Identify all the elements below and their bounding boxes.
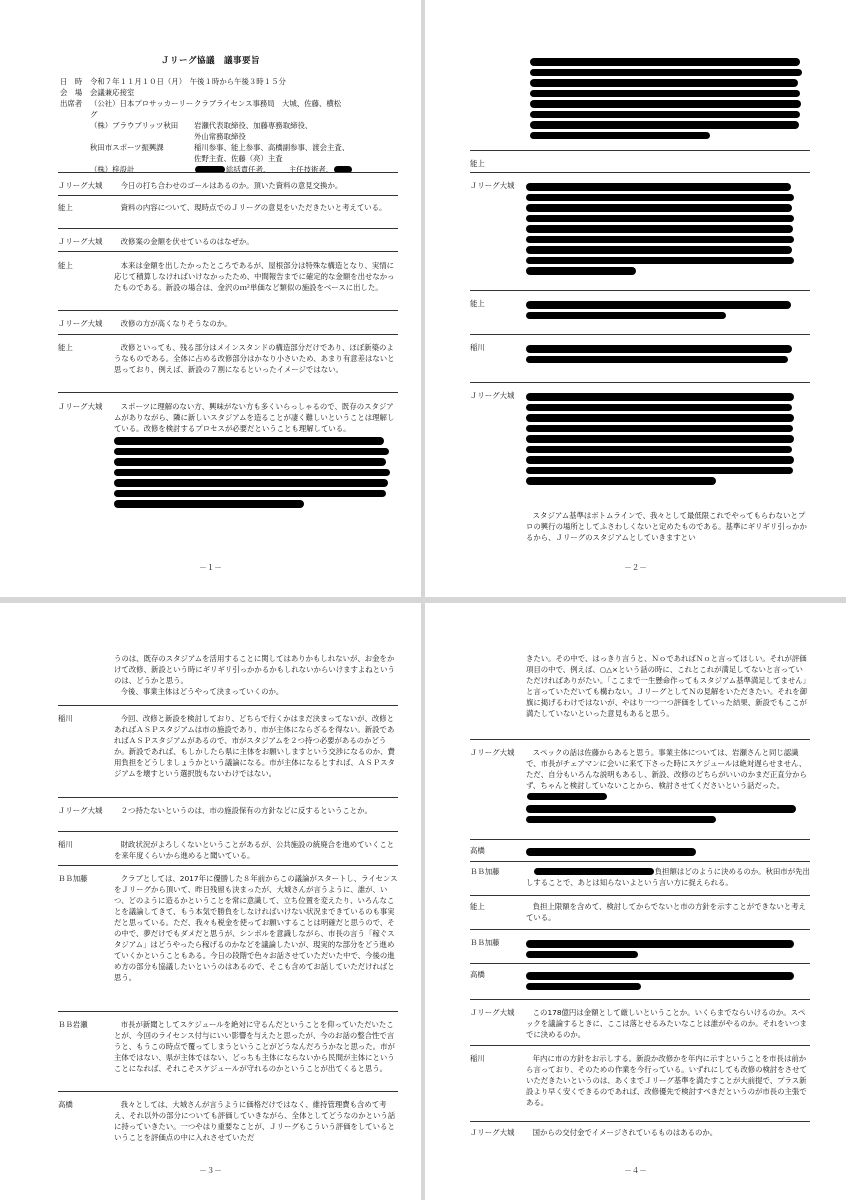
- divider: [58, 865, 398, 866]
- redaction: [530, 79, 798, 87]
- redaction: [526, 951, 638, 959]
- statement: [58, 260, 398, 293]
- statement: [58, 805, 398, 816]
- speaker-label: 高橋: [58, 1100, 73, 1109]
- redaction: [114, 490, 386, 498]
- divider: [470, 929, 810, 930]
- statement-text: 市長が新聞としてスケジュールを絶対に守るんだということを仰っていただいたことが、今回のライセンス付与にいい影響を与えたと思ったが、今のお話の整合性で言うと、もうこの時点で覆ってしまうということがどうなんだろうかなと思った。市が主体ではない、県が主体ではない、どっちも主体にならないから民間が主体にということになれば、それこそスケジュールが守れるのかということが出てくると思う。: [114, 1020, 395, 1073]
- statement-text: 本来は金額を出したかったところであるが、屋根部分は特殊な構造となり、実情に応じて積算しなければいけなかったため、中間報告までに確定的な金額を出せなかったものである。新設の場合は、金沢のｍ²単価など類似の施設をベースに出した。: [114, 261, 395, 292]
- redaction: [526, 435, 794, 443]
- redacted-section: [530, 55, 802, 142]
- statement: [470, 1127, 810, 1138]
- page-title: Ｊリーグ協議 議事要旨: [160, 56, 260, 66]
- divider: [470, 1045, 810, 1046]
- statement: [470, 342, 810, 366]
- divider: [58, 251, 398, 252]
- redaction: [530, 121, 799, 129]
- divider: [470, 334, 810, 335]
- statement-text: うのは、既存のスタジアムを活用することに関してはありかもしれないが、お金をかけて改修、新設という時にギリギリ引っかかるかもしれないからいけますよねというのは、どうかと思う。: [114, 654, 395, 685]
- statement: [58, 401, 398, 511]
- divider: [470, 839, 810, 840]
- redaction: [530, 58, 800, 66]
- statement: [470, 901, 810, 923]
- redaction: [527, 793, 607, 800]
- statement: [470, 158, 810, 169]
- speaker-label: 能上: [58, 261, 73, 270]
- redaction: [526, 215, 794, 223]
- date-row: [60, 76, 400, 87]
- redaction: [526, 805, 796, 813]
- redacted-section: [526, 805, 810, 823]
- statement: [58, 839, 398, 861]
- statement-text: この178億円は金額として厳しいということか。いくらまでならいけるのか。スペックを議論するときに、ここは落とせるみたいなことは誰がやるのか。それをいつまでに決めるのか。: [526, 1008, 807, 1039]
- speaker-label: Ｊリーグ大城: [470, 748, 515, 757]
- redacted-section: [526, 180, 810, 278]
- divider: [58, 310, 398, 311]
- statement: [58, 713, 398, 779]
- speaker-label: 能上: [470, 159, 485, 168]
- venue-label: 会 場: [60, 88, 83, 97]
- redacted-section: [526, 969, 810, 993]
- speaker-label: 能上: [58, 203, 73, 212]
- page-number: －４－: [624, 1166, 647, 1175]
- speaker-label: Ｊリーグ大城: [470, 1008, 515, 1017]
- redaction: [530, 111, 800, 119]
- statement-continuation: [470, 653, 810, 719]
- redaction: [526, 246, 792, 254]
- statement: [470, 969, 810, 993]
- document-page-2: [425, 0, 846, 597]
- redaction: [526, 477, 716, 485]
- statement: [470, 1053, 810, 1108]
- speaker-label: 稲川: [470, 1054, 485, 1063]
- redaction: [526, 972, 794, 980]
- statement-text: 改修の方が高くなりそうなのか。: [120, 319, 232, 328]
- redaction: [114, 437, 384, 445]
- redaction: [114, 479, 388, 487]
- redaction: [530, 90, 800, 98]
- redaction: [526, 267, 636, 275]
- divider: [470, 999, 810, 1000]
- statement-continuation: [58, 653, 398, 697]
- statement: [470, 390, 810, 488]
- redaction: [526, 467, 793, 475]
- speaker-label: ＢＢ加藤: [470, 938, 500, 947]
- statement: [58, 180, 398, 191]
- redaction: [534, 868, 654, 875]
- redacted-section: [526, 393, 810, 485]
- statement-text: 国からの交付金でイメージされているものはあるのか。: [532, 1128, 718, 1137]
- attendees-row: [60, 98, 400, 175]
- speaker-label: Ｊリーグ大城: [58, 181, 103, 190]
- redaction: [526, 816, 716, 824]
- venue-value: 会議兼応接室: [90, 88, 135, 97]
- statement: [470, 1007, 810, 1040]
- speaker-label: 稲川: [470, 343, 485, 352]
- redacted-section: [526, 342, 810, 366]
- statement: [470, 937, 810, 961]
- divider: [58, 1011, 398, 1012]
- divider: [470, 290, 810, 291]
- divider: [470, 739, 810, 740]
- page-number: －２－: [624, 563, 647, 572]
- divider: [470, 150, 810, 151]
- divider: [470, 895, 810, 896]
- statement-text: 負担上限額を含めて、検討してからでないと市の方針を示すことができないと考えている。: [526, 902, 806, 922]
- attendees-label: 出席者: [60, 99, 83, 108]
- redaction: [526, 204, 792, 212]
- statement: [58, 1099, 398, 1143]
- redaction: [526, 312, 726, 320]
- statement: [58, 342, 398, 375]
- statement-text: 年内に市の方針をお示しする。新設か改修かを年内に示すということを市長は前から言っており、そのための作業を今行っている。いずれにしても改修の検討をさせていただきたいというのは、あくまでＪリーグ基準を満たすことが大前提で、プラス新設より早く安くできるのであれば、改修優先で検討すべきだというのが市長の主張である。: [526, 1054, 807, 1107]
- redaction: [530, 69, 802, 77]
- speaker-label: Ｊリーグ大城: [58, 237, 103, 246]
- redaction: [526, 848, 696, 856]
- speaker-label: 能上: [58, 343, 73, 352]
- redaction: [114, 448, 389, 456]
- redacted-section: [526, 937, 810, 961]
- redaction: [526, 983, 641, 991]
- statement: [470, 298, 810, 322]
- statement: [470, 747, 810, 826]
- redacted-section: [114, 437, 398, 508]
- redaction: [526, 356, 788, 364]
- speaker-label: Ｊリーグ大城: [58, 402, 103, 411]
- redaction: [526, 345, 792, 353]
- statement-text: 財政状況がよろしくないということがあるが、公共施設の統廃合を進めていくことを来年度くらいから進めると聞いている。: [114, 840, 395, 860]
- statement: [470, 845, 810, 859]
- divider: [58, 705, 398, 706]
- speaker-label: 稲川: [58, 714, 73, 723]
- statement-text: 我々としては、大城さんが言うように価格だけではなく、維持管理費も含めて考え、それ以外の部分についても評価していきながら、全体としてどうなのかという話に持っていきたい。一つやはり重要なことが、Ｊリーグもこういう評価をしているということを評価点の中に入れさせていただ: [114, 1100, 396, 1142]
- statement-text: ２つ持たないというのは、市の施設保有の方針などに反するということか。: [120, 806, 372, 815]
- statement-text: 資料の内容について、現時点でのＪリーグの意見をいただきたいと考えている。: [120, 203, 387, 212]
- divider: [470, 861, 810, 862]
- redaction: [526, 404, 792, 412]
- redaction: [526, 940, 794, 948]
- speaker-label: 能上: [470, 299, 485, 308]
- statement: [58, 236, 398, 247]
- statement: [58, 1019, 398, 1074]
- document-page-3: [0, 603, 421, 1200]
- statement: [58, 873, 398, 983]
- speaker-label: Ｊリーグ大城: [470, 391, 515, 400]
- statement: [470, 180, 810, 278]
- redaction: [114, 500, 304, 508]
- speaker-label: 高橋: [470, 846, 485, 855]
- statement-text: スタジアム基準はボトムラインで、我々として最低限これでやってもらわないとプロの興行の場所としてふさわしくないと定めたものである。基準にギリギリ引っかかるから、Ｊリーグのスタジアムとしていきますとい: [526, 511, 807, 542]
- statement-text: 今日の打ち合わせのゴールはあるのか。頂いた資料の意見交換か。: [120, 181, 343, 190]
- divider: [470, 1121, 810, 1122]
- redaction: [526, 236, 794, 244]
- redaction: [526, 194, 794, 202]
- speaker-label: Ｊリーグ大城: [470, 181, 515, 190]
- speaker-label: Ｊリーグ大城: [58, 806, 103, 815]
- statement-text: クラブとしては、2017年に優勝した８年前からこの議論がスタートし、ライセンスをＪリーグから頂いて、昨日残留も決まったが、大城さんが言うように、誰が、いつ、どのように造るかということを常に意識して、立ち位置を変えたり、いろんなことを議論してきて、もう本気で勝負をしなければいけない状況まできているのも事実だと思っている。ただ、我々も税金を使ってお願いすることは明確だと思うので、その中で、夢だけでもダメだと思うが、シンボルを意識しながら、市長の言う「稼ぐスタジアム」はどうやったら稼げるのかなどを議論したいが、現実的な部分をどう進めていくかということもある。今日の段階で色々お話させていただいた中で、今後の進め方の部分も協議したいというのはあるので、そこも含めてお話していただければと思う。: [114, 874, 398, 982]
- speaker-label: ＢＢ岩瀬: [58, 1020, 88, 1029]
- divider: [58, 797, 398, 798]
- statement-text: 改修といっても、残る部分はメインスタンドの構造部分だけであり、ほぼ新築のようなものである。全体に占める改修部分はかなり小さいため、あまり有意差はないと思っており、例えば、新設の７割になるといったイメージではない。: [114, 343, 395, 374]
- statement: [470, 866, 810, 888]
- redaction: [526, 446, 792, 454]
- divider: [470, 172, 810, 173]
- attendee-line: 秋田市スポーツ振興課 稲川参事、能上参事、高橋副参事、渡会主査、: [90, 143, 350, 152]
- redaction: [114, 458, 386, 466]
- attendee-line: 佐野主査、佐藤（亮）主査: [194, 154, 283, 163]
- divider: [58, 334, 398, 335]
- redaction: [526, 225, 793, 233]
- divider: [58, 831, 398, 832]
- speaker-label: 高橋: [470, 970, 485, 979]
- divider: [58, 195, 398, 196]
- divider: [58, 228, 398, 229]
- divider: [58, 172, 398, 173]
- redaction: [530, 100, 801, 108]
- statement: [58, 202, 398, 213]
- statement-text: 改修案の金額を伏せているのはなぜか。: [120, 237, 254, 246]
- speaker-label: 稲川: [58, 840, 73, 849]
- redaction: [526, 257, 794, 265]
- divider: [470, 382, 810, 383]
- redacted-section: [526, 845, 810, 859]
- page-number: －３－: [199, 1166, 222, 1175]
- redaction: [526, 183, 791, 191]
- statement: [58, 318, 398, 329]
- statement-text: 今後、事業主体はどうやって決まっていくのか。: [120, 687, 284, 696]
- document-page-1: [0, 0, 421, 597]
- venue-row: [60, 87, 400, 98]
- redaction: [530, 132, 710, 140]
- speaker-label: 能上: [470, 902, 485, 911]
- redacted-section: [526, 298, 810, 322]
- attendee-line: （株）梓設計 総括責任者、 主任技術者、: [90, 164, 400, 175]
- date-label: 日 時: [60, 77, 83, 86]
- statement-continuation: [470, 510, 810, 543]
- speaker-label: Ｊリーグ大城: [58, 319, 103, 328]
- statement-text: 負担額はどのように決めるのか。秋田市が先出しすることで、あとは知らないよという言い方に捉えられる。: [526, 867, 810, 887]
- redaction: [526, 414, 794, 422]
- attendee-list: [90, 98, 400, 175]
- redaction: [526, 456, 794, 464]
- statement-text: スポーツに理解のない方、興味がない方も多くいらっしゃるので、既存のスタジアムがありながら、隣に新しいスタジアムを造ることが凄く難しいということは理解している。改修を検討するプロセスが必要だということも理解している。: [114, 402, 395, 433]
- statement-text: 今回、改修と新設を検討しており、どちらで行くかはまだ決まってないが、改修とあればＡＳＰスタジアムは市の施設であり、市が主体にならざるを得ない。新設であればＡＳＰスタジアムがあるので、市がスタジアムを２つ持つ必要があるのかどうか。新設であれば、もしかしたら県に主体をお願いしますという交渉になるのか、費用負担をどうしましょうかという議論になる。市が主体になるとすれば、ＡＳＰスタジアムを壊すという選択肢もないわけではない。: [114, 714, 395, 778]
- divider: [470, 963, 810, 964]
- divider: [58, 392, 398, 393]
- redaction: [526, 301, 791, 309]
- date-value: 令和７年１１月１０日（月） 午後１時から午後３時１５分: [90, 77, 286, 86]
- redaction: [114, 469, 390, 477]
- attendee-line: （株）ブラウブリッツ秋田 岩瀬代表取締役、加藤専務取締役、: [90, 121, 313, 130]
- redaction: [526, 425, 793, 433]
- redaction: [526, 393, 794, 401]
- attendee-line: （公社）日本プロサッカーリーグ クラブライセンス事務局 大城、佐藤、横松: [90, 99, 342, 119]
- speaker-label: Ｊリーグ大城: [470, 1128, 515, 1137]
- document-page-4: [425, 603, 846, 1200]
- statement-text: スペックの話は佐藤からあると思う。事業主体については、岩瀬さんと同じ認識で、市長がチェアマンに会いに来て下さった時にスケジュールは絶対遅らせません、ただ、自分もいろんな説明もあるし、新設、改修のどちらがいいのかまだ正直分からず、ちゃんと検討していないことから、検討させてくださいという話だった。: [526, 748, 807, 790]
- speaker-label: ＢＢ加藤: [470, 867, 500, 876]
- attendee-line: 外山常務取締役: [194, 132, 246, 141]
- divider: [58, 1091, 398, 1092]
- page-number: －１－: [199, 563, 222, 572]
- statement-text: きたい。その中で、はっきり言うと、ＮｏであればＮｏと言ってほしい。それが評価項目の中で、例えば、○△×という話の時に、これとこれが満足してないと言っていただければありがたい。「ここまで一生懸命作ってもスタジアム基準満足してません」と言っていただいても構わない。ＪリーグとしてＮの見解をいただきたい。それを御旗に掲げるわけではないが、やはり一つ一つ評価をしていった結果、新設でもここが満たしていないといった意見もあると思う。: [526, 654, 811, 718]
- speaker-label: ＢＢ加藤: [58, 874, 88, 883]
